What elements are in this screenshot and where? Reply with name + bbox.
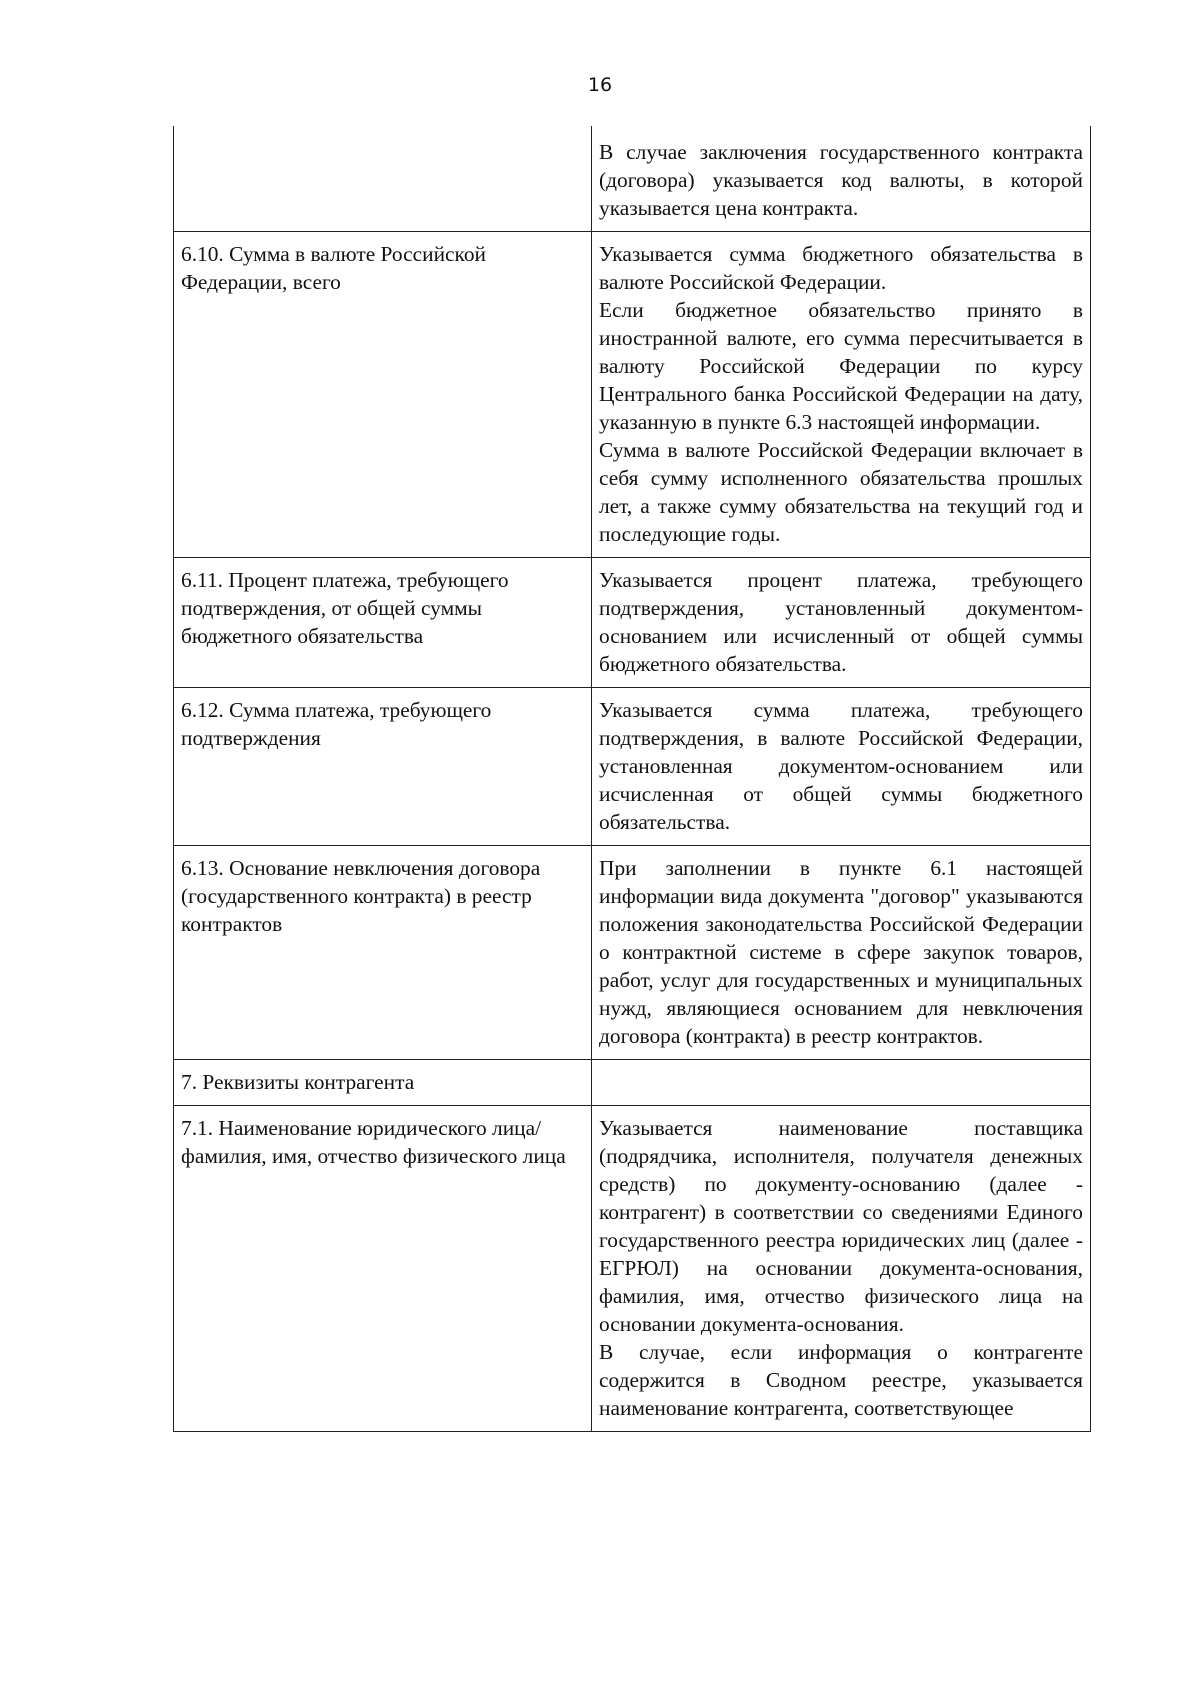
field-name-cell: 6.10. Сумма в валюте Российской Федерации, всего <box>174 232 592 558</box>
page-number: 16 <box>587 74 613 96</box>
description-paragraph: В случае, если информация о контрагенте содержится в Сводном реестре, указывается наименование контрагента, соответствующее <box>599 1340 1083 1420</box>
table-row <box>174 688 1091 846</box>
field-name-cell: 7.1. Наименование юридического лица/ фамилия, имя, отчество физического лица <box>174 1106 592 1432</box>
field-description-cell <box>592 126 1091 232</box>
description-paragraph: Указывается процент платежа, требующего подтверждения, установленный документом-основанием или исчисленный от общей суммы бюджетного обязательства. <box>599 568 1083 676</box>
description-paragraph: Если бюджетное обязательство принято в иностранной валюте, его сумма пересчитывается в валюту Российской Федерации по курсу Центрального банка Российской Федерации на дату, указанную в пункте 6.3 настоящей информации. <box>599 298 1083 434</box>
description-paragraph: Сумма в валюте Российской Федерации включает в себя сумму исполненного обязательства прошлых лет, а также сумму обязательства на текущий год и последующие годы. <box>599 438 1083 546</box>
table-row <box>174 1106 1091 1432</box>
description-paragraph: В случае заключения государственного контракта (договора) указывается код валюты, в которой указывается цена контракта. <box>599 140 1083 220</box>
field-description-cell <box>592 1106 1091 1432</box>
table-row <box>174 1060 1091 1106</box>
field-name-cell <box>174 126 592 232</box>
table-row <box>174 126 1091 232</box>
field-description-cell <box>592 1060 1091 1106</box>
field-name-cell: 6.12. Сумма платежа, требующего подтверждения <box>174 688 592 846</box>
field-description-cell <box>592 558 1091 688</box>
requisites-table <box>173 126 1091 1432</box>
table-row <box>174 558 1091 688</box>
table-body <box>174 126 1091 1432</box>
table-row <box>174 846 1091 1060</box>
description-paragraph: При заполнении в пункте 6.1 настоящей информации вида документа "договор" указываются положения законодательства Российской Федерации о контрактной системе в сфере закупок товаров, работ, услуг для государственных и муниципальных нужд, являющиеся основанием для невключения договора (контракта) в реестр контрактов. <box>599 856 1083 1048</box>
table-row <box>174 232 1091 558</box>
description-paragraph: Указывается сумма бюджетного обязательства в валюте Российской Федерации. <box>599 242 1083 294</box>
field-name-cell: 6.11. Процент платежа, требующего подтверждения, от общей суммы бюджетного обязательства <box>174 558 592 688</box>
description-paragraph: Указывается наименование поставщика (подрядчика, исполнителя, получателя денежных средств) по документу-основанию (далее - контрагент) в соответствии со сведениями Единого государственного реестра юридических лиц (далее - ЕГРЮЛ) на основании документа-основания, фамилия, имя, отчество физического лица на основании документа-основания. <box>599 1116 1083 1336</box>
field-description-cell <box>592 688 1091 846</box>
field-name-cell: 6.13. Основание невключения договора (государственного контракта) в реестр контрактов <box>174 846 592 1060</box>
description-paragraph: Указывается сумма платежа, требующего подтверждения, в валюте Российской Федерации, установленная документом-основанием или исчисленная от общей суммы бюджетного обязательства. <box>599 698 1083 834</box>
field-name-cell: 7. Реквизиты контрагента <box>174 1060 592 1106</box>
field-description-cell <box>592 846 1091 1060</box>
field-description-cell <box>592 232 1091 558</box>
